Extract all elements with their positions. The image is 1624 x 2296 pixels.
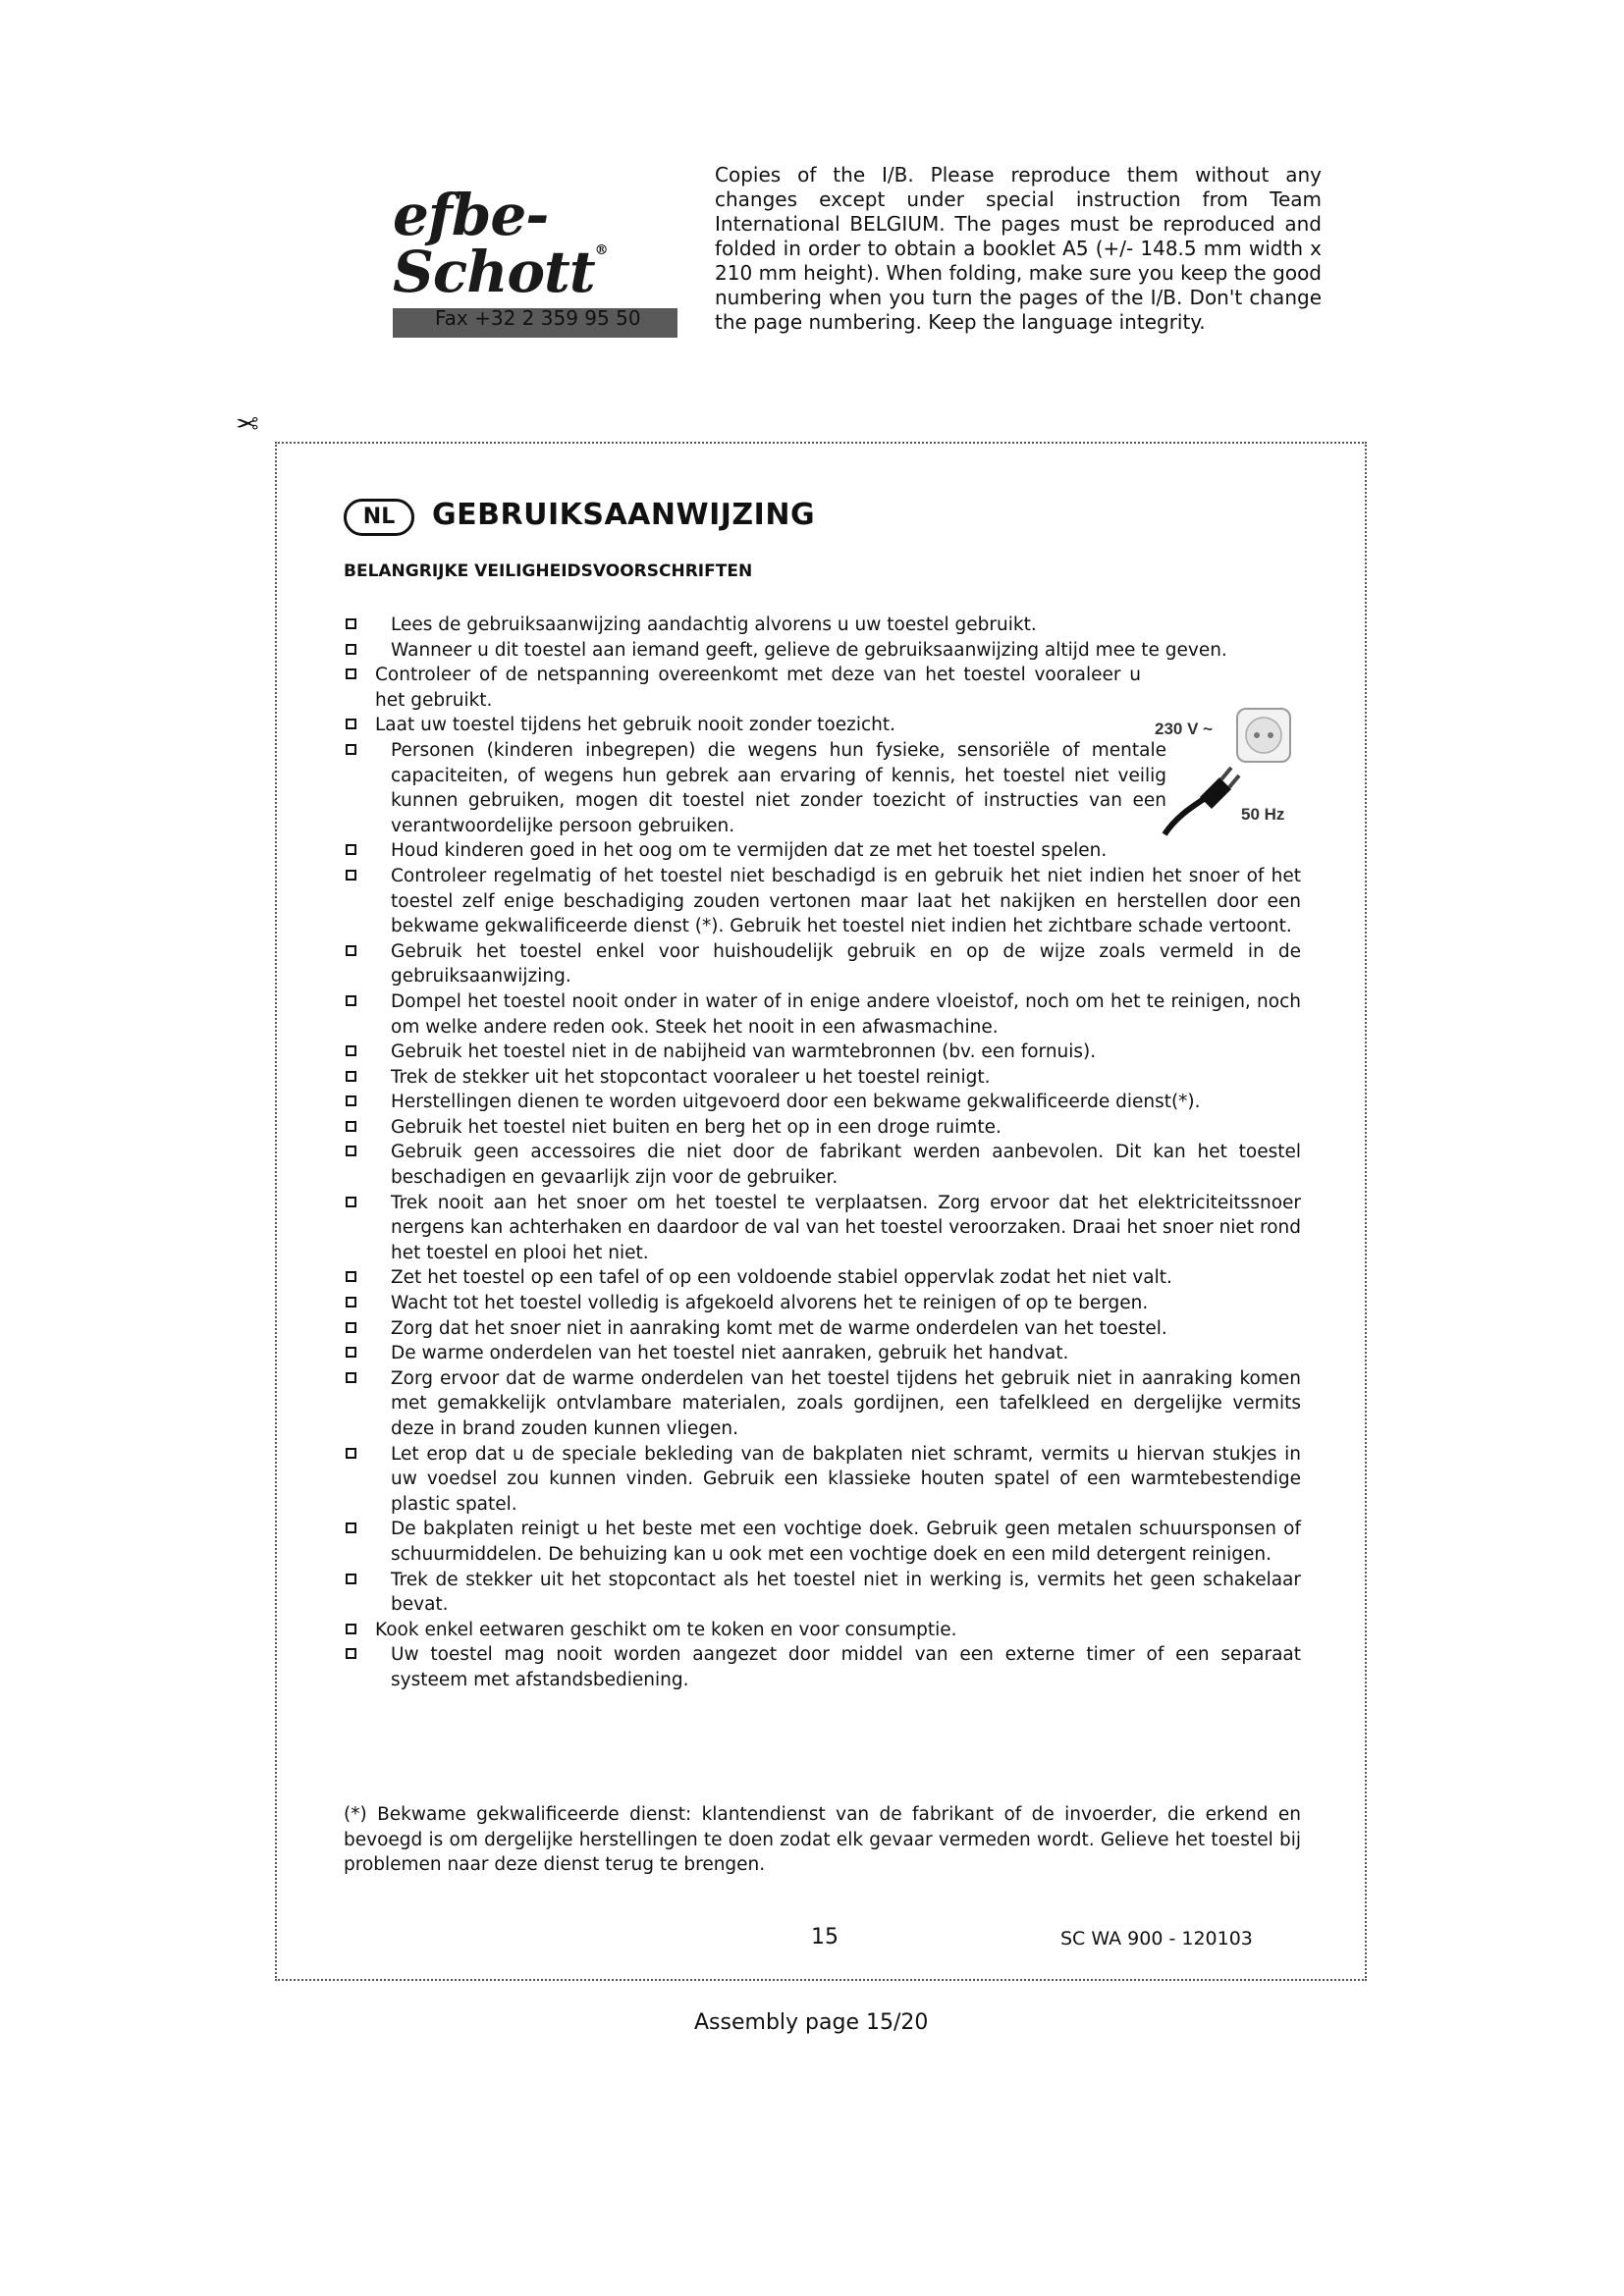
plug-icon — [1164, 768, 1239, 834]
checkbox-bullet-icon — [346, 1271, 356, 1282]
checkbox-bullet-icon — [346, 1372, 356, 1383]
checkbox-bullet-icon — [346, 744, 356, 755]
list-item: Let erop dat u de speciale bekleding van de bakplaten niet schramt, vermits u hiervan stukjes in uw voedsel zou kunnen vinden. Gebruik een klassieke houten spatel of een warmtebestendige plastic spatel. — [344, 1442, 1301, 1518]
checkbox-bullet-icon — [346, 1648, 356, 1659]
checkbox-bullet-icon — [346, 995, 356, 1006]
list-item: Dompel het toestel nooit onder in water of in enige andere vloeistof, noch om het te reinigen, noch om welke andere reden ook. Steek het nooit in een afwasmachine. — [344, 989, 1301, 1040]
language-badge: NL — [344, 499, 414, 536]
list-item: Wacht tot het toestel volledig is afgekoeld alvorens het te reinigen of op te bergen. — [344, 1291, 1301, 1316]
list-item: Controleer regelmatig of het toestel niet beschadigd is en gebruik het niet indien het snoer of het toestel zelf enige beschadiging zouden vertonen maar laat het nakijken en herstellen door een bekwame gekwalificeerde dienst (*). Gebruik het toestel niet indien het zichtbare schade vertoont. — [344, 864, 1301, 939]
copies-instruction: Copies of the I/B. Please reproduce them without any changes except under special instruction from Team International BELGIUM. The pages must be reproduced and folded in order to obtain a booklet A5 (+/- 148.5 mm width x 210 mm height). When folding, make sure you keep the good numbering when you turn the pages of the I/B. Don't change the page numbering. Keep the language integrity. — [715, 163, 1322, 334]
fax-number: Fax +32 2 359 95 50 — [435, 306, 641, 330]
checkbox-bullet-icon — [346, 1297, 356, 1308]
checkbox-bullet-icon — [346, 1574, 356, 1584]
logo-text: efbe-Schott — [393, 182, 595, 305]
list-item: Gebruik het toestel niet buiten en berg het op in een droge ruimte. — [344, 1115, 1301, 1141]
list-item: De bakplaten reinigt u het beste met een vochtige doek. Gebruik geen metalen schuursponsen of schuurmiddelen. De behuizing kan u ook met een vochtige doek en een mild detergent reinigen. — [344, 1517, 1301, 1567]
list-item: Wanneer u dit toestel aan iemand geeft, gelieve de gebruiksaanwijzing altijd mee te geven. — [344, 638, 1301, 664]
checkbox-bullet-icon — [346, 1095, 356, 1106]
voltage-plug-figure — [1155, 699, 1302, 846]
document-code: SC WA 900 - 120103 — [1060, 1928, 1253, 1949]
checkbox-bullet-icon — [346, 844, 356, 855]
checkbox-bullet-icon — [346, 1071, 356, 1082]
checkbox-bullet-icon — [346, 1146, 356, 1156]
list-item: Trek de stekker uit het stopcontact vooraleer u het toestel reinigt. — [344, 1065, 1301, 1091]
checkbox-bullet-icon — [346, 644, 356, 655]
voltage-label: 230 V ~ — [1155, 720, 1214, 738]
checkbox-bullet-icon — [346, 668, 356, 679]
list-item: Houd kinderen goed in het oog om te vermijden dat ze met het toestel spelen. — [344, 838, 1301, 864]
list-item: Controleer of de netspanning overeenkomt met deze van het toestel vooraleer u het gebruikt. — [344, 663, 1141, 713]
section-heading: BELANGRIJKE VEILIGHEIDSVOORSCHRIFTEN — [344, 561, 753, 581]
list-item: Herstellingen dienen te worden uitgevoerd door een bekwame gekwalificeerde dienst(*). — [344, 1090, 1301, 1115]
checkbox-bullet-icon — [346, 1624, 356, 1634]
list-item: Personen (kinderen inbegrepen) die wegens hun fysieke, sensoriële of mentale capaciteiten, of wegens hun gebrek aan ervaring of kennis, het toestel niet veilig kunnen gebruiken, mogen dit toestel niet zonder toezicht of instructies van een verantwoordelijke persoon gebruiken. — [344, 738, 1166, 838]
list-item: Zorg ervoor dat de warme onderdelen van het toestel tijdens het gebruik niet in aanraking komen met gemakkelijk ontvlambare materialen, zoals gordijnen, een tafelkleed en dergelijke vermits deze in brand zouden kunnen vliegen. — [344, 1366, 1301, 1442]
list-item: Lees de gebruiksaanwijzing aandachtig alvorens u uw toestel gebruikt. — [344, 613, 1301, 638]
list-item: Kook enkel eetwaren geschikt om te koken en voor consumptie. — [344, 1618, 1301, 1643]
scissors-icon: ✂ — [236, 406, 259, 439]
page-number: 15 — [811, 1925, 839, 1949]
list-item: Zorg dat het snoer niet in aanraking komt met de warme onderdelen van het toestel. — [344, 1316, 1301, 1342]
page-title: GEBRUIKSAANWIJZING — [432, 498, 816, 532]
list-item: Laat uw toestel tijdens het gebruik nooit zonder toezicht. — [344, 713, 1301, 738]
checkbox-bullet-icon — [346, 1121, 356, 1132]
assembly-page-label: Assembly page 15/20 — [694, 2010, 929, 2035]
list-item: De warme onderdelen van het toestel niet aanraken, gebruik het handvat. — [344, 1341, 1301, 1366]
checkbox-bullet-icon — [346, 1347, 356, 1358]
checkbox-bullet-icon — [346, 618, 356, 629]
checkbox-bullet-icon — [346, 1322, 356, 1333]
list-item: Gebruik het toestel niet in de nabijheid van warmtebronnen (bv. een fornuis). — [344, 1040, 1301, 1065]
checkbox-bullet-icon — [346, 1522, 356, 1533]
checkbox-bullet-icon — [346, 1045, 356, 1056]
list-item: Trek nooit aan het snoer om het toestel te verplaatsen. Zorg ervoor dat het elektriciteitssnoer nergens kan achterhaken en daardoor de val van het toestel veroorzaken. Draai het snoer niet rond het toestel en plooi het niet. — [344, 1191, 1301, 1266]
list-item: Trek de stekker uit het stopcontact als het toestel niet in werking is, vermits het geen schakelaar bevat. — [344, 1568, 1301, 1618]
list-item: Gebruik het toestel enkel voor huishoudelijk gebruik en op de wijze zoals vermeld in de gebruiksaanwijzing. — [344, 939, 1301, 989]
checkbox-bullet-icon — [346, 945, 356, 956]
checkbox-bullet-icon — [346, 1197, 356, 1207]
frequency-label: 50 Hz — [1241, 805, 1285, 824]
checkbox-bullet-icon — [346, 870, 356, 881]
list-item: Uw toestel mag nooit worden aangezet door middel van een externe timer of een separaat systeem met afstandsbediening. — [344, 1642, 1301, 1692]
footnote: (*) Bekwame gekwalificeerde dienst: klantendienst van de fabrikant of de invoerder, die erkend en bevoegd is om dergelijke herstellingen te doen zodat elk gevaar vermeden wordt. Gelieve het toestel bij problemen naar deze dienst terug te brengen. — [344, 1804, 1301, 1876]
list-item: Gebruik geen accessoires die niet door de fabrikant werden aanbevolen. Dit kan het toestel beschadigen en gevaarlijk zijn voor de gebruiker. — [344, 1140, 1301, 1190]
checkbox-bullet-icon — [346, 1448, 356, 1459]
registered-mark: ® — [594, 242, 608, 258]
checkbox-bullet-icon — [346, 719, 356, 729]
list-item: Zet het toestel op een tafel of op een voldoende stabiel oppervlak zodat het niet valt. — [344, 1265, 1301, 1291]
